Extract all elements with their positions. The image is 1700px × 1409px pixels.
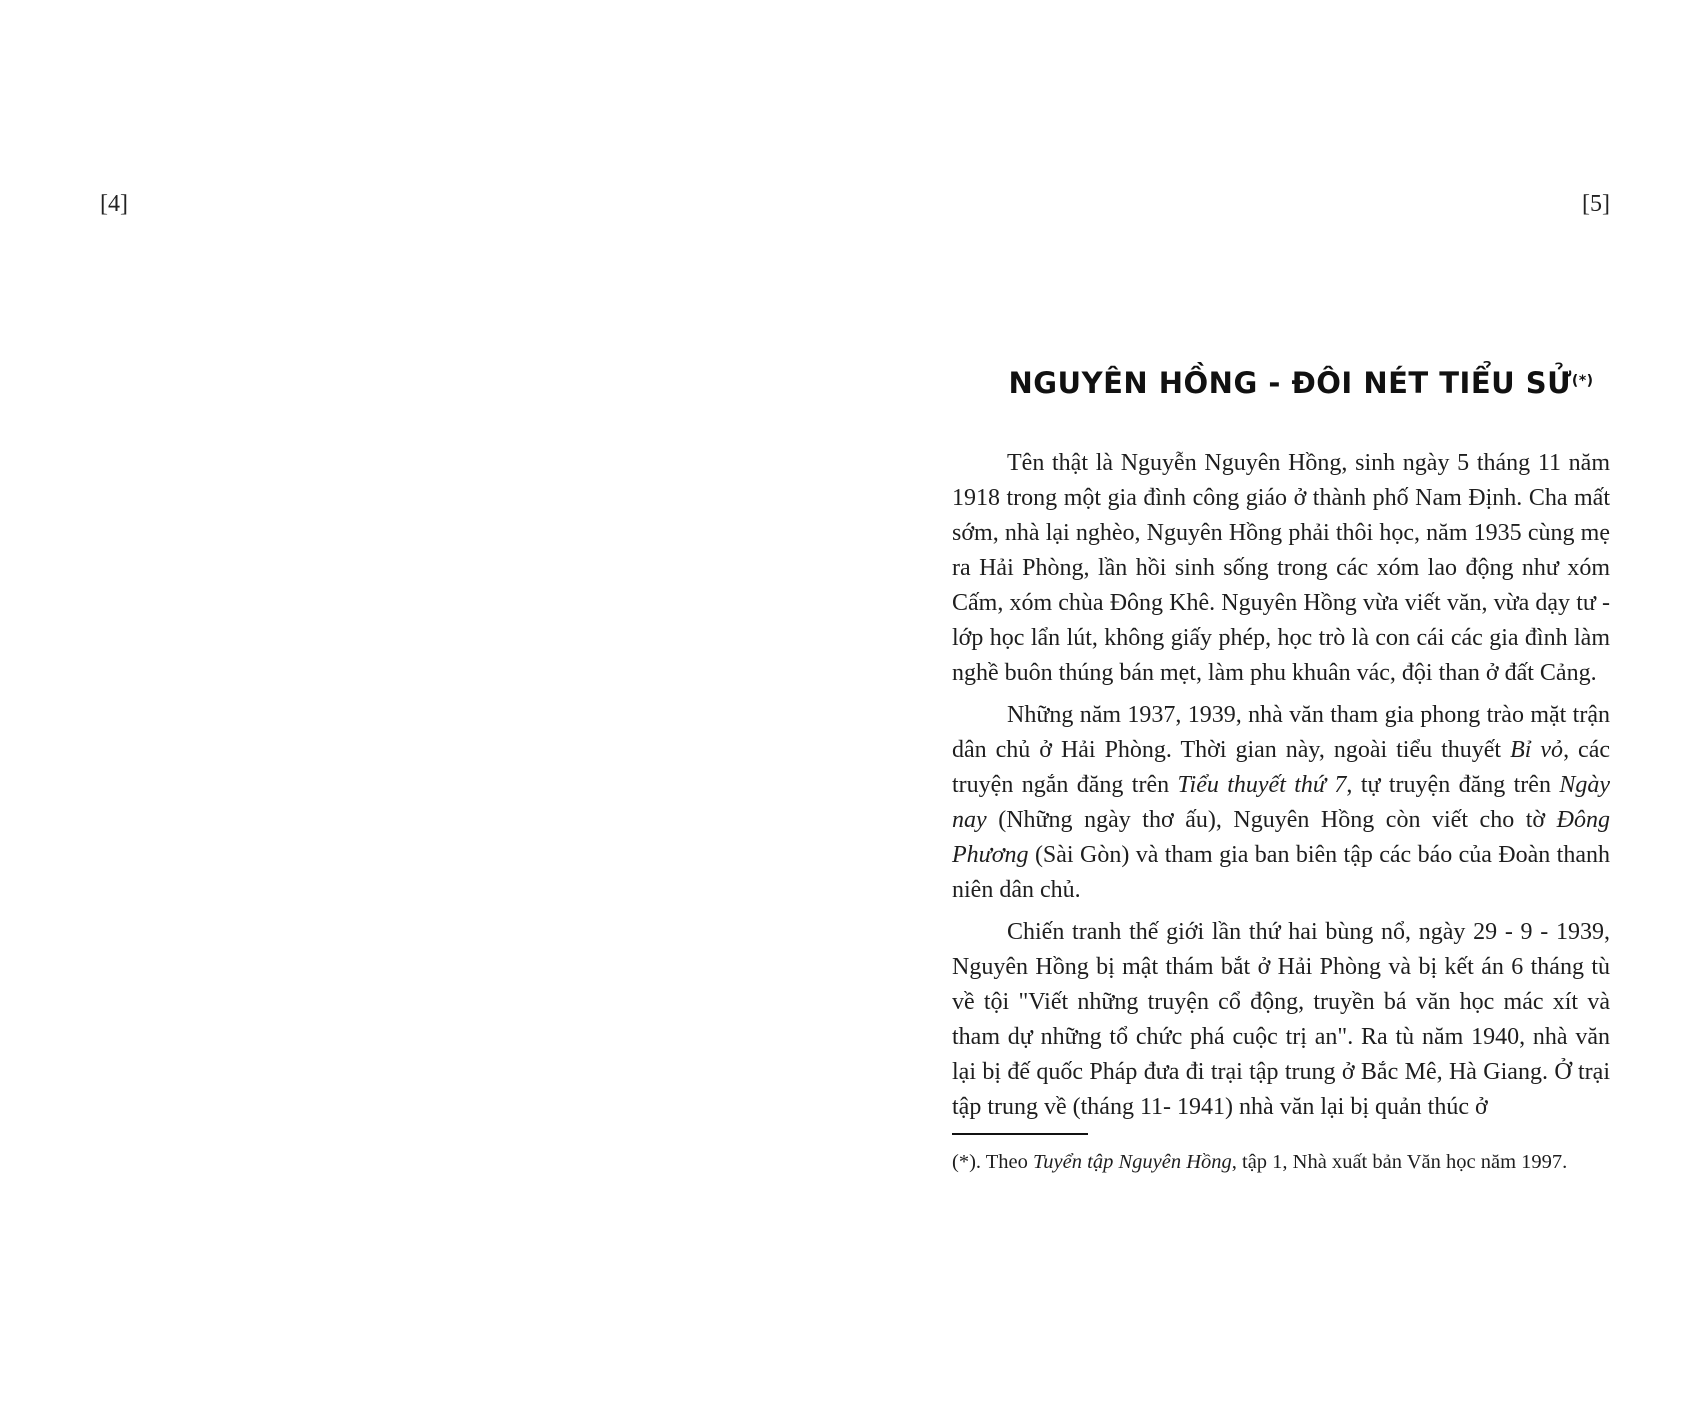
page-number-left: [4] (100, 191, 128, 217)
paragraph-2 (952, 698, 1610, 908)
chapter-title (952, 360, 1610, 406)
paragraph-2-title-ngay-nay: Ngày nay (952, 772, 1610, 833)
body-text (952, 446, 1610, 1125)
footnote-divider (952, 1133, 1088, 1135)
paragraph-2-title-tieu-thuyet-thu-7: Tiểu thuyết thứ 7 (1177, 772, 1347, 798)
chapter-title-text: NGUYÊN HỒNG - ĐÔI NÉT TIỂU SỬ (1008, 366, 1572, 400)
paragraph-2-text-1: Những năm 1937, 1939, nhà văn tham gia phong trào mặt trận dân chủ ở Hải Phòng. Thời gian này, ngoài tiểu thuyết (952, 702, 1610, 763)
paragraph-3: Chiến tranh thế giới lần thứ hai bùng nổ, ngày 29 - 9 - 1939, Nguyên Hồng bị mật thám bắt ở Hải Phòng và bị kết án 6 tháng tù về tội "Viết những truyện cổ động, truyền bá văn học mác xít và tham dự những tổ chức phá cuộc trị an". Ra tù năm 1940, nhà văn lại bị đế quốc Pháp đưa đi trại tập trung ở Bắc Mê, Hà Giang. Ở trại tập trung về (tháng 11- 1941) nhà văn lại bị quản thúc ở (952, 919, 1610, 1120)
paragraph-2-title-dong-phuong: Đông Phương (952, 807, 1610, 868)
right-page (952, 360, 1610, 1175)
footnote-text-2: , tập 1, Nhà xuất bản Văn học năm 1997. (1231, 1151, 1568, 1173)
footnote-marker: (*) (1571, 373, 1594, 389)
paragraph-2-text-2: , các truyện ngắn đăng trên (952, 737, 1611, 798)
footnote (952, 1149, 1610, 1175)
footnote-book-title: Tuyển tập Nguyên Hồng (1033, 1151, 1232, 1173)
paragraph-1: Tên thật là Nguyễn Nguyên Hồng, sinh ngày 5 tháng 11 năm 1918 trong một gia đình công giáo ở thành phố Nam Định. Cha mất sớm, nhà lại nghèo, Nguyên Hồng phải thôi học, năm 1935 cùng mẹ ra Hải Phòng, lần hồi sinh sống trong các xóm lao động như xóm Cấm, xóm chùa Đông Khê. Nguyên Hồng vừa viết văn, vừa dạy tư - lớp học lẩn lút, không giấy phép, học trò là con cái các gia đình làm nghề buôn thúng bán mẹt, làm phu khuân vác, đội than ở đất Cảng. (952, 450, 1610, 686)
paragraph-2-text-5: (Sài Gòn) và tham gia ban biên tập các báo của Đoàn thanh niên dân chủ. (952, 842, 1610, 903)
paragraph-2-title-bi-vo: Bỉ vỏ (1510, 737, 1564, 763)
footnote-text-1: (*). Theo (952, 1151, 1034, 1173)
paragraph-2-text-4: (Những ngày thơ ấu), Nguyên Hồng còn viết cho tờ (986, 807, 1557, 833)
page-number-right: [5] (1582, 191, 1610, 217)
paragraph-2-text-3: , tự truyện đăng trên (1346, 772, 1560, 798)
